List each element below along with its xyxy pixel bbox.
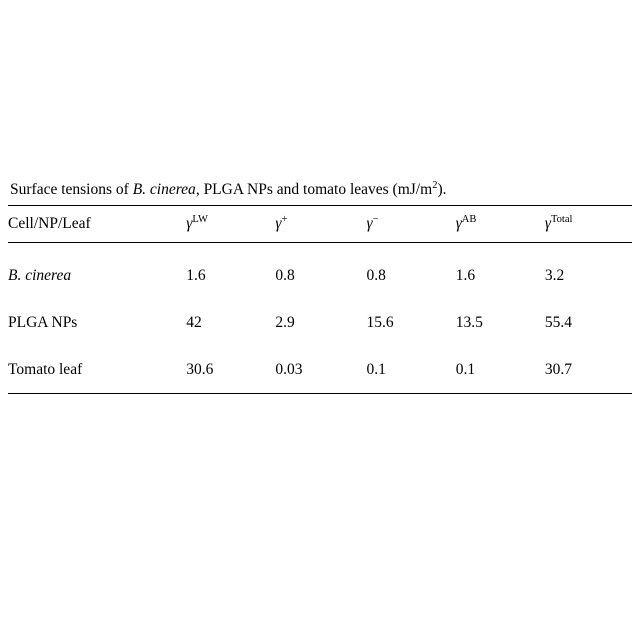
header-cell-total: [541, 206, 632, 243]
row-value-lw: 1.6: [186, 266, 206, 284]
caption-unit-exponent: 2: [432, 179, 438, 191]
header-cell-lw: [176, 206, 267, 243]
row-label: [8, 346, 176, 394]
row-value-minus: 15.6: [366, 313, 394, 331]
row-value-plus: 0.8: [275, 266, 295, 284]
row-label: [8, 299, 176, 346]
table-header-row: [8, 206, 632, 243]
table-row: [8, 252, 632, 299]
header-rule-row: [8, 243, 632, 253]
row-value-lw: 30.6: [186, 360, 214, 378]
header-gamma-superscript: AB: [461, 214, 477, 226]
row-value-minus: 0.1: [366, 360, 386, 378]
row-value-total: 3.2: [544, 266, 565, 284]
header-gamma-symbol: γ: [275, 215, 282, 233]
row-label-text: B. cinerea: [8, 266, 72, 284]
header-cell-ab: [450, 206, 541, 243]
row-value-ab: 13.5: [455, 313, 483, 331]
header-gamma-symbol: γ: [455, 215, 462, 233]
row-value-ab: 0.1: [455, 360, 476, 378]
table-caption: [8, 180, 632, 205]
row-value-lw: 42: [186, 313, 202, 331]
header-cell-plus: [267, 206, 358, 243]
header-cell-minus: [359, 206, 450, 243]
caption-species: B. cinerea: [132, 181, 196, 198]
row-value-plus: 0.03: [275, 360, 303, 378]
row-label-text: PLGA NPs: [8, 313, 78, 331]
table-bottom-rule: [8, 394, 632, 404]
table-block: [8, 180, 632, 403]
header-gamma-superscript: LW: [192, 214, 208, 226]
row-value-ab: 1.6: [455, 266, 476, 284]
header-cell-label: [8, 206, 176, 243]
table-row: [8, 346, 632, 394]
caption-end: ).: [437, 181, 447, 198]
row-value-total: 30.7: [544, 360, 572, 378]
header-gamma-symbol: γ: [366, 215, 373, 233]
surface-tension-table: [8, 205, 632, 403]
header-gamma-symbol: γ: [186, 215, 193, 233]
row-value-plus: 2.9: [275, 313, 295, 331]
row-value-minus: 0.8: [366, 266, 386, 284]
row-label-text: Tomato leaf: [8, 360, 83, 378]
row-value-total: 55.4: [544, 313, 572, 331]
header-gamma-superscript: +: [281, 214, 288, 226]
caption-prefix: Surface tensions of: [10, 181, 133, 198]
header-gamma-symbol: γ: [544, 215, 551, 233]
table-row: [8, 299, 632, 346]
header-gamma-superscript: Total: [550, 214, 573, 226]
header-gamma-superscript: −: [372, 214, 379, 226]
caption-suffix: , PLGA NPs and tomato leaves (mJ/m: [195, 181, 433, 198]
header-label-text: Cell/NP/Leaf: [8, 215, 91, 233]
row-label: [8, 252, 176, 299]
